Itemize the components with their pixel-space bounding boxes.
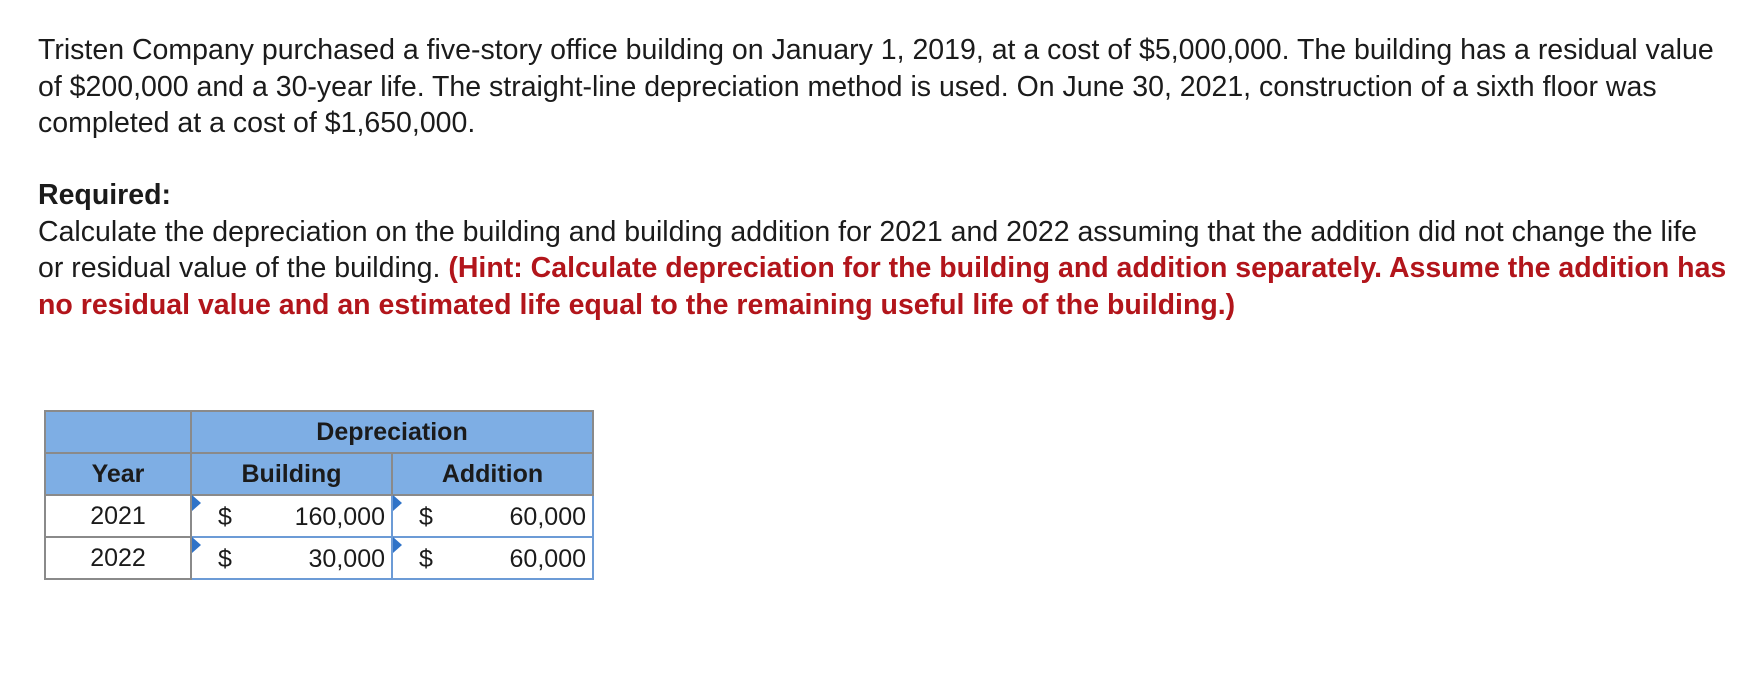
header-blank-cell (45, 411, 191, 453)
input-flag-icon (192, 537, 201, 553)
addition-depreciation-value[interactable]: 60,000 (509, 545, 586, 573)
depreciation-table (44, 410, 594, 580)
required-instruction: Calculate the depreciation on the building and building addition for 2021 and 2022 assuming that the addition did not change the life or residual value of the building. (38, 215, 1697, 284)
currency-symbol: $ (419, 503, 433, 531)
table-row (45, 537, 593, 579)
year-column-header: Year (45, 453, 191, 495)
input-flag-icon (393, 495, 402, 511)
building-depreciation-input[interactable] (191, 495, 392, 537)
table-column-header-row (45, 453, 593, 495)
problem-statement (38, 32, 1728, 142)
table-row (45, 495, 593, 537)
addition-depreciation-value[interactable]: 60,000 (509, 503, 586, 531)
required-heading: Required: (38, 179, 172, 211)
problem-text: Tristen Company purchased a five-story office building on January 1, 2019, at a cost of $5,000,000. The building has a residual value of $200,000 and a 30-year life. The straight-line depreciation method is used. On June 30, 2021, construction of a sixth floor was completed at a cost of $1,650,000. (38, 34, 1714, 139)
addition-depreciation-input[interactable] (392, 495, 593, 537)
year-cell: 2021 (45, 495, 191, 537)
building-depreciation-value[interactable]: 160,000 (294, 503, 385, 531)
year-cell: 2022 (45, 537, 191, 579)
currency-symbol: $ (419, 545, 433, 573)
table-group-header-row (45, 411, 593, 453)
currency-symbol: $ (218, 545, 232, 573)
input-flag-icon (393, 537, 402, 553)
hint-text: (Hint: Calculate depreciation for the building and addition separately. Assume the addition has no residual value and an estimated life equal to the remaining useful life of the building.) (38, 252, 1727, 321)
addition-column-header: Addition (392, 453, 593, 495)
building-depreciation-input[interactable] (191, 537, 392, 579)
depreciation-group-header: Depreciation (191, 411, 593, 453)
building-column-header: Building (191, 453, 392, 495)
required-section (38, 177, 1728, 323)
currency-symbol: $ (218, 503, 232, 531)
input-flag-icon (192, 495, 201, 511)
building-depreciation-value[interactable]: 30,000 (308, 545, 385, 573)
addition-depreciation-input[interactable] (392, 537, 593, 579)
